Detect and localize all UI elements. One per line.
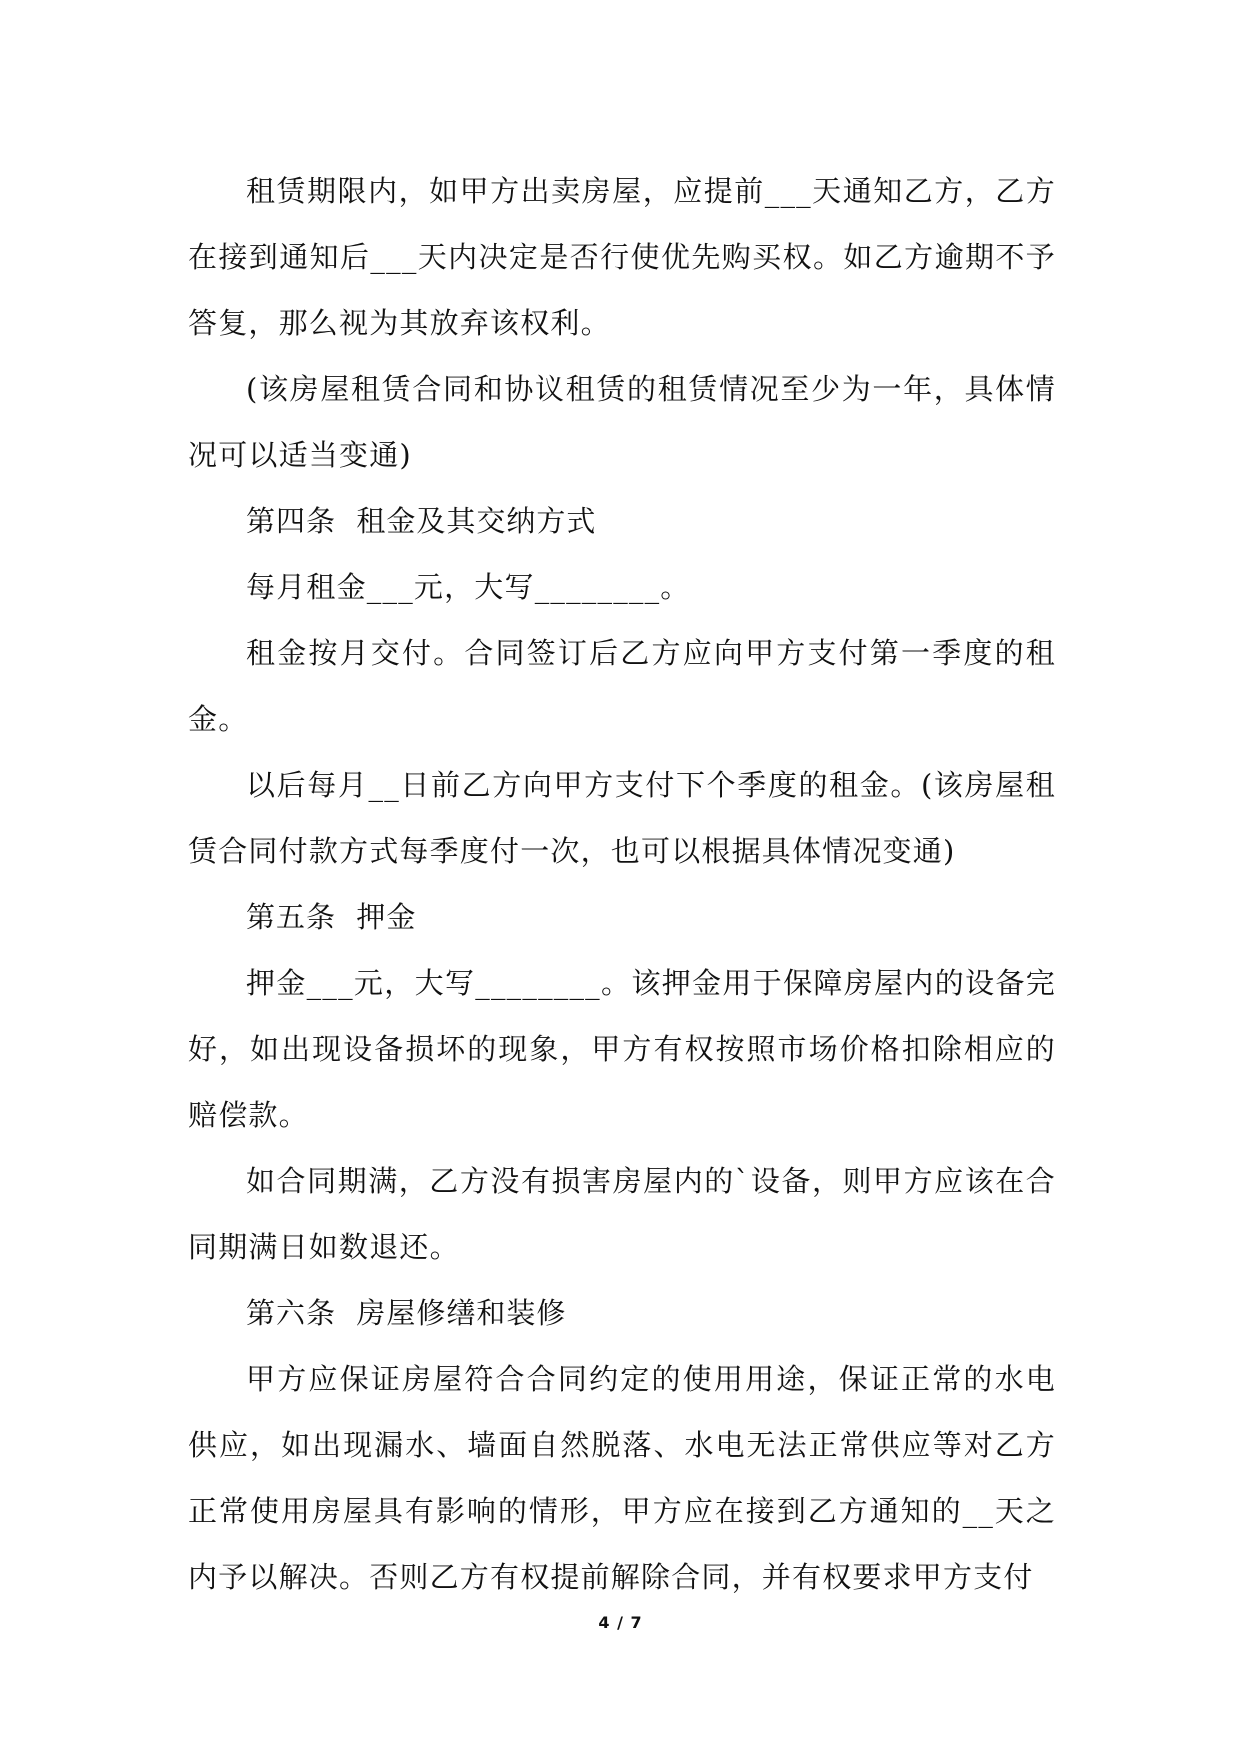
paragraph-deposit: 押金___元，大写________。该押金用于保障房屋内的设备完好，如出现设备损坏的现象，甲方有权按照市场价格扣除相应的赔偿款。 (188, 966, 1056, 1132)
paragraph-deposit-refund: 如合同期满，乙方没有损害房屋内的`设备，则甲方应该在合同期满日如数退还。 (188, 1164, 1056, 1264)
paragraph-lease-term-note: (该房屋租赁合同和协议租赁的租赁情况至少为一年，具体情况可以适当变通) (188, 372, 1056, 472)
article-4-heading: 第四条 租金及其交纳方式 (246, 504, 597, 538)
article-5-heading: 第五条 押金 (246, 900, 417, 934)
paragraph-rent-payment: 租金按月交付。合同签订后乙方应向甲方支付第一季度的租金。 (188, 636, 1056, 736)
paragraph-right-of-first-refusal: 租赁期限内，如甲方出卖房屋，应提前___天通知乙方，乙方在接到通知后___天内决定是否行使优先购买权。如乙方逾期不予答复，那么视为其放弃该权利。 (188, 174, 1056, 340)
document-body (188, 158, 1056, 1610)
page-number: 4 / 7 (598, 1613, 643, 1632)
article-6-heading: 第六条 房屋修缮和装修 (246, 1296, 567, 1330)
paragraph-monthly-rent: 每月租金___元，大写________。 (246, 570, 691, 604)
paragraph-repairs: 甲方应保证房屋符合合同约定的使用用途，保证正常的水电供应，如出现漏水、墙面自然脱落、水电无法正常供应等对乙方正常使用房屋具有影响的情形，甲方应在接到乙方通知的__天之内予以解决。否则乙方有权提前解除合同，并有权要求甲方支付 (188, 1362, 1056, 1594)
paragraph-quarterly-payment: 以后每月__日前乙方向甲方支付下个季度的租金。(该房屋租赁合同付款方式每季度付一次，也可以根据具体情况变通) (188, 768, 1056, 868)
